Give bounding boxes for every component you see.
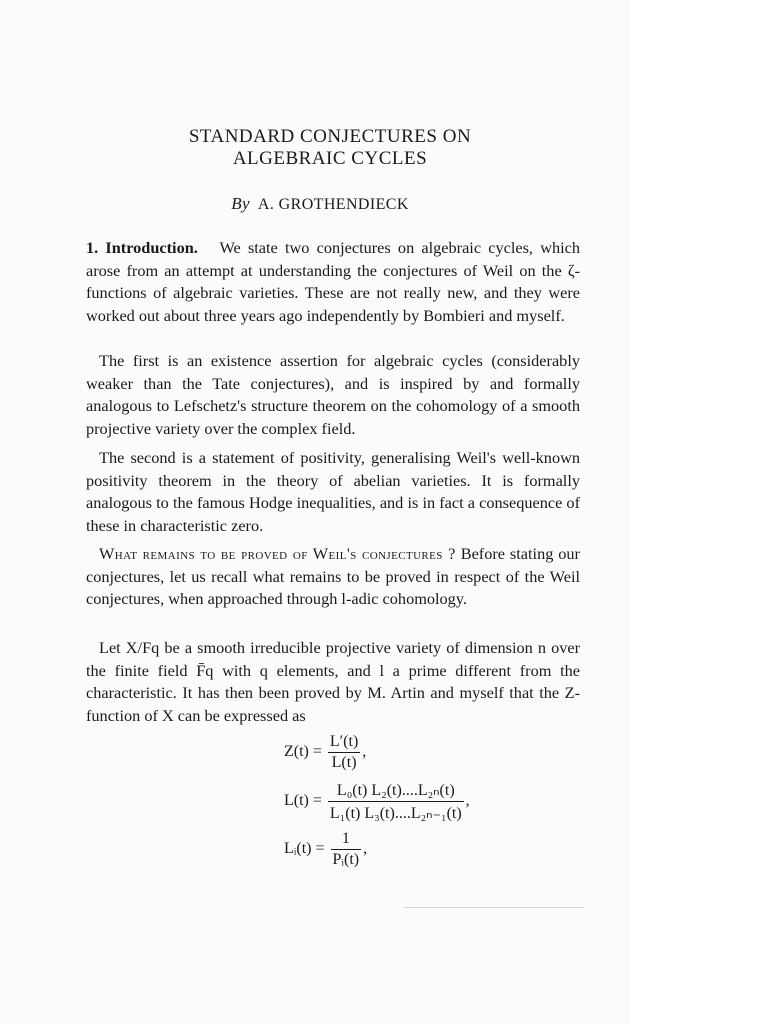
author-name: A. GROTHENDIECK [257, 196, 409, 213]
equation-l-product [284, 780, 470, 823]
eq2-denominator: L₁(t) L₃(t)....L₂ₙ₋₁(t) [328, 801, 464, 823]
paragraph-1-text: We state two conjectures on algebraic cycles, which arose from an attempt at understanding the conjectures of Weil on the ζ-functions of algebraic varieties. These are not really new, and they were worked out about three years ago independently by Bombieri and myself. [86, 238, 580, 325]
paragraph-4-text: Before stating our conjectures, let us recall what remains to be proved in respect of the Weil conjectures, when approached through l-adic cohomology. [86, 544, 580, 609]
eq2-numerator: L₀(t) L₂(t)....L₂ₙ(t) [336, 782, 455, 799]
eq1-tail: , [362, 743, 367, 761]
scan-artifact [404, 907, 584, 908]
paragraph-5: Let X/Fq be a smooth irreducible projective variety of dimension n over the finite field F̄q with q elements, and l a prime different from the characteristic. It has then been proved by M. Artin and myself that the Z-function of X can be expressed as [86, 638, 580, 725]
eq1-fraction [328, 733, 360, 772]
eq2-lhs: L(t) = [284, 792, 322, 810]
title-line-2: ALGEBRAIC CYCLES [232, 148, 428, 169]
eq2-tail: , [465, 792, 470, 810]
section-heading: 1. Introduction. [86, 238, 198, 257]
paragraph-introduction [86, 237, 580, 327]
paragraph-3: The second is a statement of positivity, generalising Weil's well-known positivity theorem in the theory of abelian varieties. It is formally analogous to the famous Hodge inequalities, and is in fact a consequence of these in characteristic zero. [86, 448, 580, 535]
eq3-numerator: 1 [341, 830, 350, 847]
byline [0, 194, 640, 214]
eq3-tail: , [363, 840, 368, 858]
paragraph-2: The first is an existence assertion for algebraic cycles (considerably weaker than the Tate conjectures), and is inspired by and formally analogous to Lefschetz's structure theorem on the cohomology of a smooth projective variety over the complex field. [86, 351, 580, 438]
paragraph-4 [86, 543, 580, 611]
eq3-fraction [331, 830, 362, 869]
eq1-lhs: Z(t) = [284, 743, 322, 761]
eq1-denominator: L(t) [328, 752, 360, 772]
equation-l-i [284, 830, 367, 869]
eq1-numerator: L′(t) [329, 733, 359, 750]
title-line-1: STANDARD CONJECTURES ON [188, 126, 472, 147]
equation-z-function [284, 733, 366, 772]
eq2-fraction [328, 780, 464, 823]
eq3-denominator: Pᵢ(t) [332, 851, 360, 868]
eq3-lhs: Lᵢ(t) = [284, 840, 325, 858]
byline-by: By [231, 194, 250, 213]
run-in-heading: What remains to be proved of Weil's conjectures ? [99, 544, 456, 563]
